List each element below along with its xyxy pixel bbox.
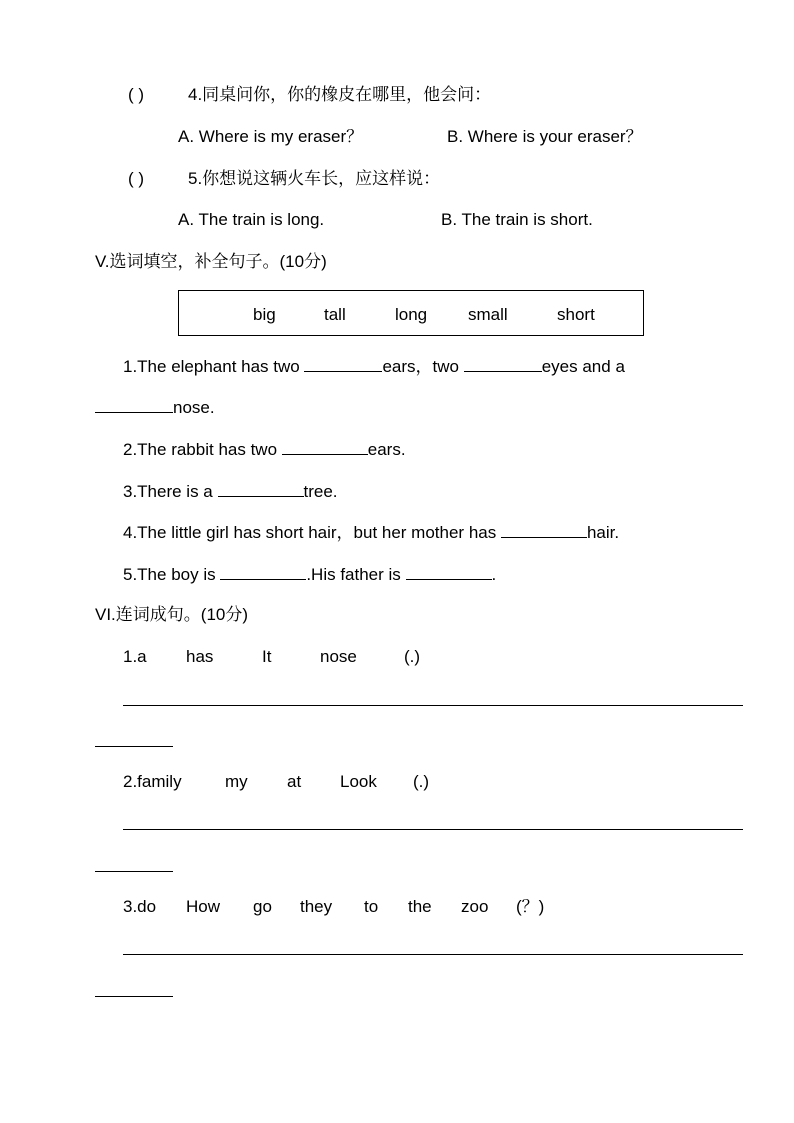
sentence-text: eyes and a <box>541 357 625 376</box>
section-vi-heading: VI.连词成句。(10分) <box>95 605 249 624</box>
sentence-text: tree. <box>303 482 338 501</box>
word-token: (.) <box>404 647 421 666</box>
word-token: How <box>186 897 221 916</box>
answer-blank[interactable] <box>406 564 492 580</box>
sentence-text: 2.The rabbit has two <box>123 440 282 459</box>
answer-line[interactable] <box>123 954 743 955</box>
word-token: has <box>186 647 214 666</box>
answer-blank[interactable] <box>220 564 306 580</box>
sentence-text: ears，two <box>382 357 464 376</box>
sentence-text: ears. <box>367 440 406 459</box>
option-a-q4: A. Where is my eraser？ <box>178 127 364 146</box>
sentence-text: nose. <box>173 398 215 417</box>
word-token: Look <box>340 772 377 791</box>
word-token: It <box>262 647 272 666</box>
option-a-q5: A. The train is long. <box>178 210 325 229</box>
sentence-text: 4.The little girl has short hair，but her mother has <box>123 523 501 542</box>
word-bank-item: tall <box>324 305 346 324</box>
word-bank-item: big <box>253 305 276 324</box>
word-bank-item: long <box>395 305 428 324</box>
option-b-q4: B. Where is your eraser？ <box>447 127 643 146</box>
word-token: 1.a <box>123 647 147 666</box>
answer-line[interactable] <box>95 996 173 997</box>
question-prompt-q4: 4.同桌问你，你的橡皮在哪里，他会问： <box>188 85 492 104</box>
answer-paren-q5[interactable]: ( ) <box>128 169 145 188</box>
fill-sentence-4 <box>123 522 619 543</box>
word-token: (？) <box>516 897 545 916</box>
fill-sentence-2 <box>123 439 406 460</box>
word-token: nose <box>320 647 357 666</box>
answer-blank[interactable] <box>501 522 587 538</box>
answer-line[interactable] <box>95 746 173 747</box>
answer-paren-q4[interactable]: ( ) <box>128 85 145 104</box>
word-bank-item: short <box>557 305 595 324</box>
fill-sentence-5 <box>123 564 496 585</box>
sentence-text: hair. <box>586 523 620 542</box>
word-token: 3.do <box>123 897 157 916</box>
answer-blank[interactable] <box>218 481 304 497</box>
word-token: my <box>225 772 248 791</box>
word-token: they <box>300 897 333 916</box>
fill-sentence-3 <box>123 481 338 502</box>
word-token: (.) <box>413 772 430 791</box>
answer-blank[interactable] <box>282 439 368 455</box>
word-token: zoo <box>461 897 489 916</box>
section-v-heading: V.选词填空，补全句子。(10分) <box>95 252 327 271</box>
answer-blank[interactable] <box>304 356 382 372</box>
fill-sentence-1-cont <box>95 397 215 418</box>
answer-line[interactable] <box>123 705 743 706</box>
sentence-text: . <box>491 565 497 584</box>
option-b-q5: B. The train is short. <box>441 210 593 229</box>
sentence-text: 3.There is a <box>123 482 218 501</box>
word-bank-item: small <box>468 305 508 324</box>
answer-blank[interactable] <box>95 397 173 413</box>
answer-line[interactable] <box>123 829 743 830</box>
word-token: to <box>364 897 379 916</box>
question-prompt-q5: 5.你想说这辆火车长，应这样说： <box>188 169 441 188</box>
word-token: the <box>408 897 432 916</box>
word-token: at <box>287 772 302 791</box>
sentence-text: 5.The boy is <box>123 565 221 584</box>
answer-line[interactable] <box>95 871 173 872</box>
answer-blank[interactable] <box>464 356 542 372</box>
sentence-text: .His father is <box>306 565 406 584</box>
sentence-text: 1.The elephant has two <box>123 357 305 376</box>
word-token: go <box>253 897 272 916</box>
word-token: 2.family <box>123 772 182 791</box>
fill-sentence-1 <box>123 356 625 377</box>
